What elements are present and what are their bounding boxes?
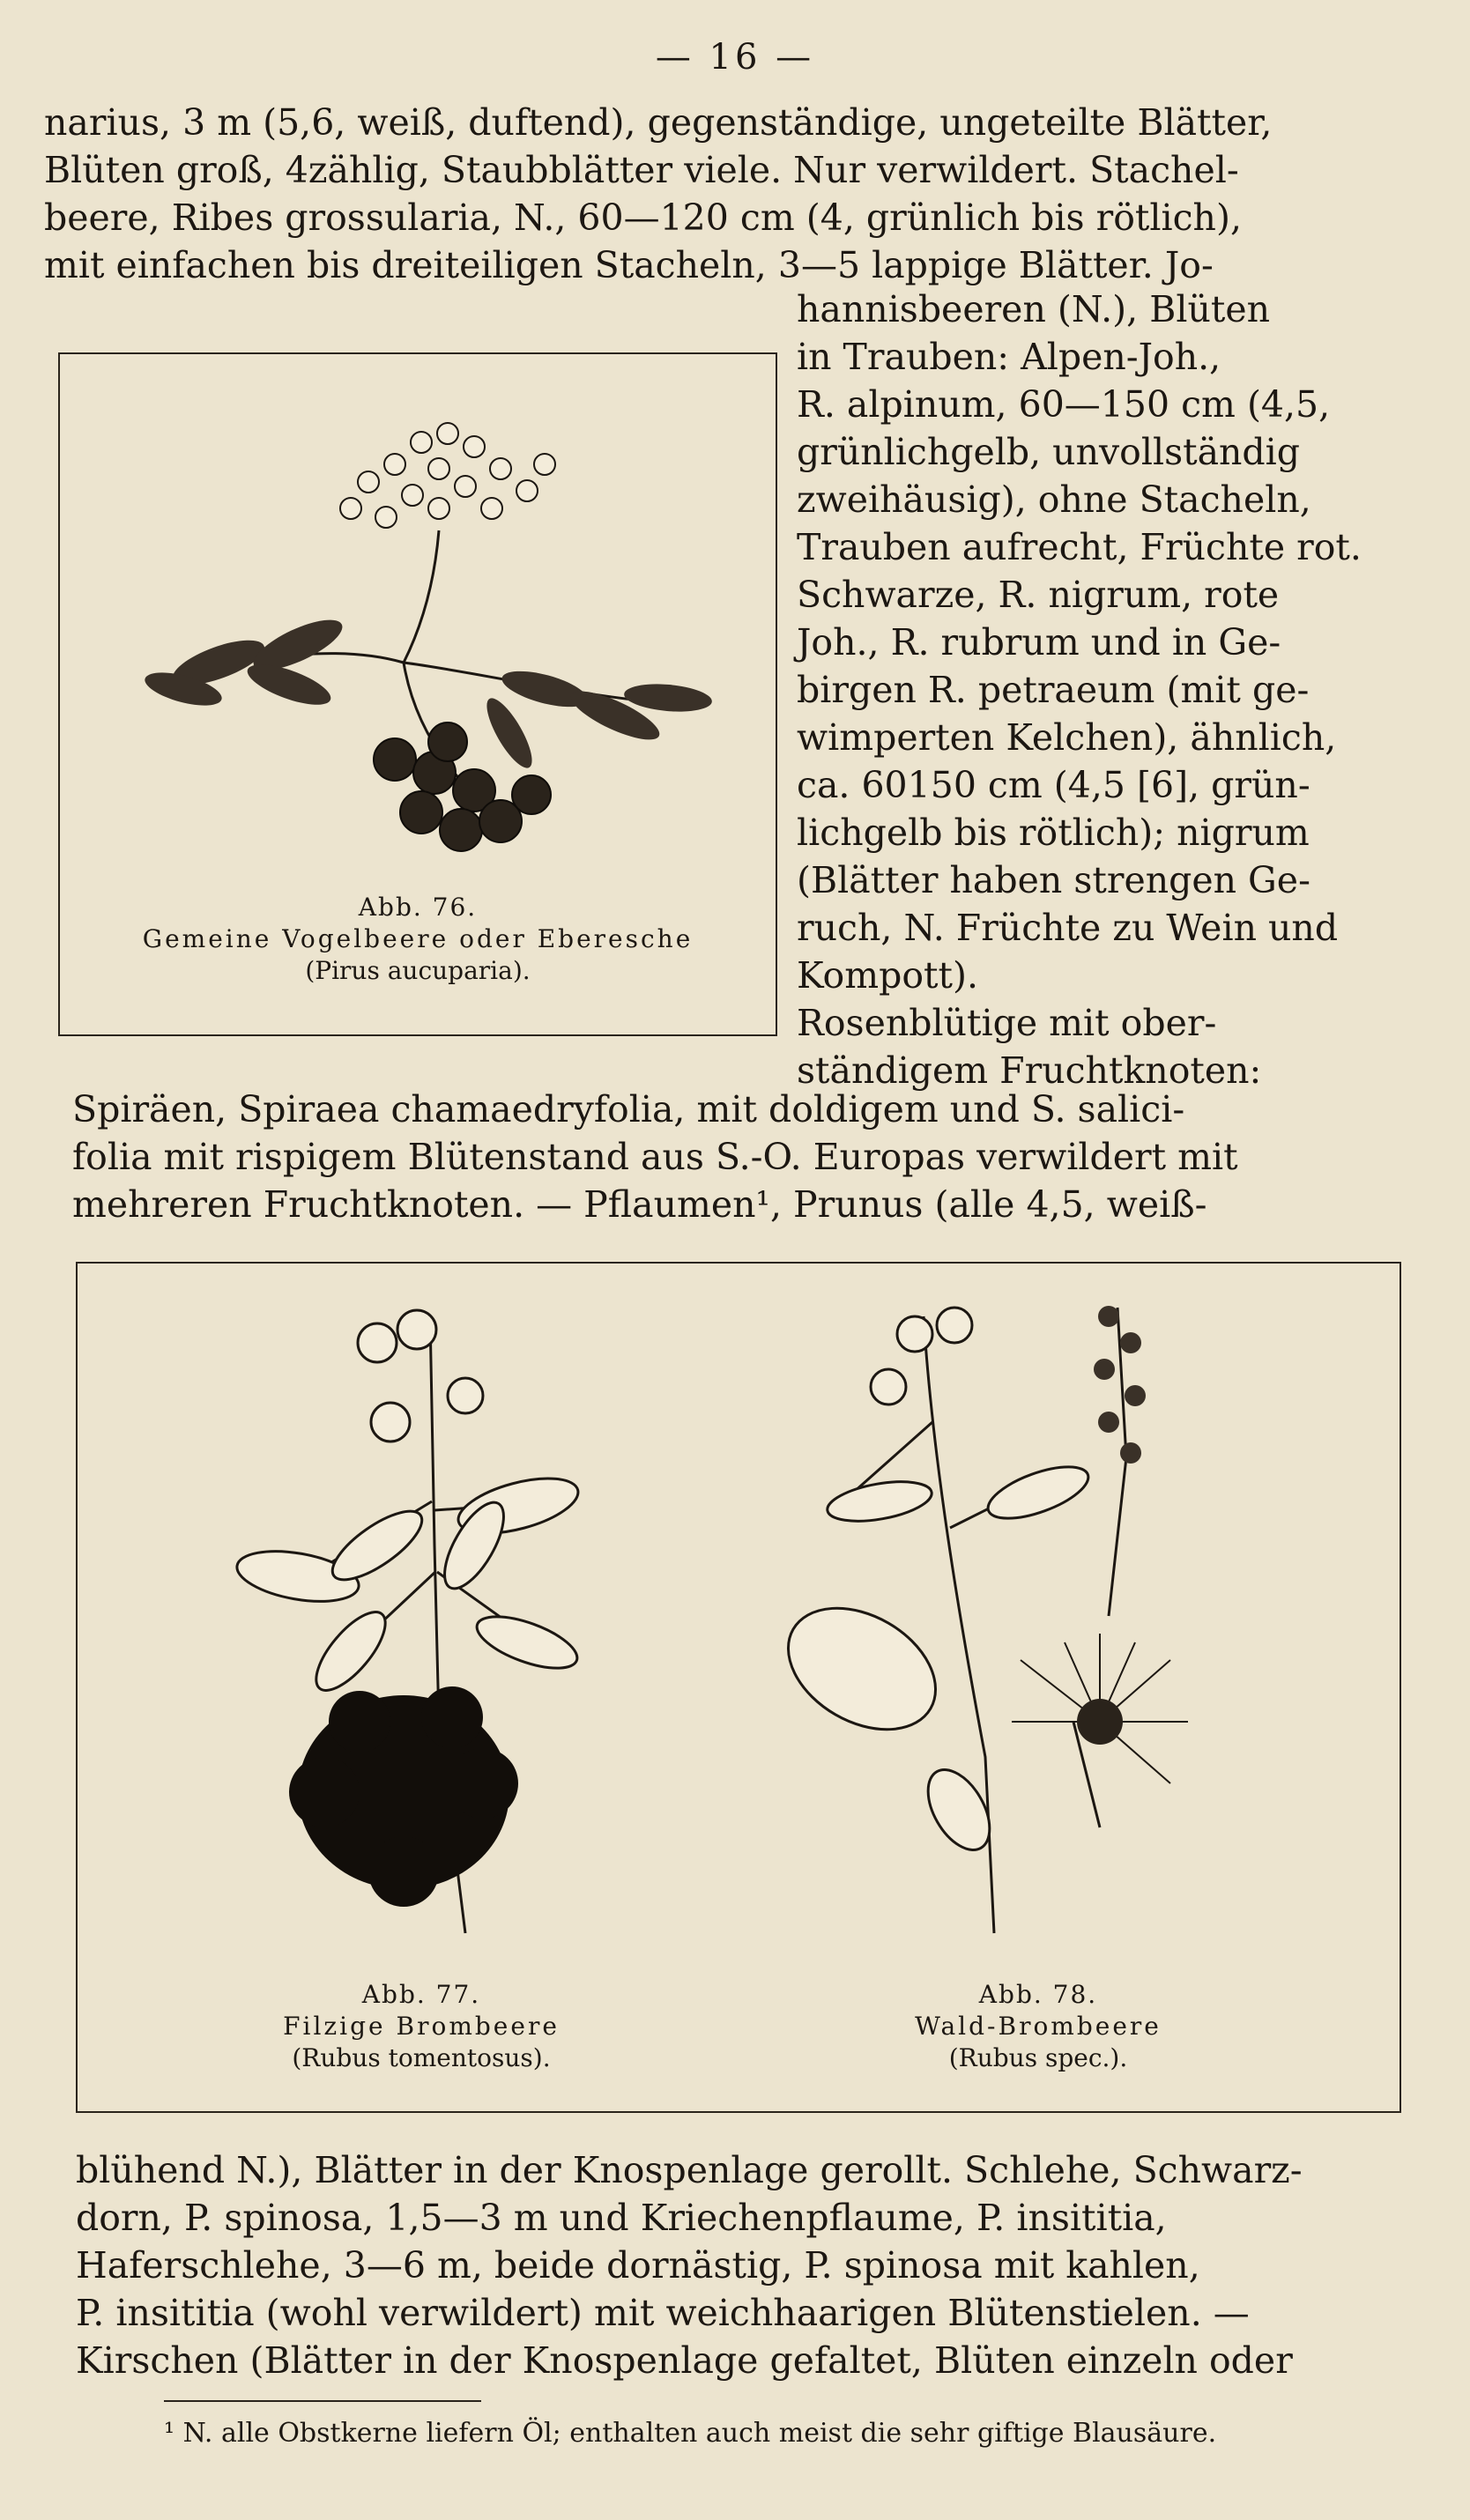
text-line: Kompott). [797,954,979,997]
figure-78-name: Wald-Brombeere [915,2012,1162,2041]
blackberry-illustration [201,1281,659,1951]
text-line: grünlichgelb, unvollständig [797,431,1301,473]
text-line: mit einfachen bis dreiteiligen Stacheln, 3—5 lappige Blätter. Jo- [44,244,1214,286]
text-line: narius, 3 m (5,6, weiß, duftend), gegenständige, ungeteilte Blätter, [44,101,1273,144]
text-line: Blüten groß, 4zählig, Staubblätter viele. Nur verwildert. Stachel- [44,149,1239,191]
text-line: mehreren Fruchtknoten. — Pflaumen¹, Prunus (alle 4,5, weiß- [72,1183,1207,1226]
text-line: wimperten Kelchen), ähnlich, [797,716,1337,759]
figure-76-frame [58,352,777,1036]
figure-76-caption [60,892,776,987]
figure-78-caption [809,1979,1267,2074]
text-line: (Blätter haben strengen Ge- [797,859,1310,901]
text-line: blühend N.), Blätter in der Knospenlage gerollt. Schlehe, Schwarz- [76,2149,1303,2191]
text-line: birgen R. petraeum (mit ge- [797,669,1310,711]
figure-78-latin: (Rubus spec.). [948,2043,1128,2072]
text-line: folia mit rispigem Blütenstand aus S.-O. Europas verwildert mit [72,1136,1238,1178]
text-line: beere, Ribes grossularia, N., 60—120 cm (4, grünlich bis rötlich), [44,196,1242,239]
text-line: ständigem Fruchtknoten: [797,1049,1262,1092]
bottom-paragraph [76,2146,1407,2384]
text-line: Haferschlehe, 3—6 m, beide dornästig, P. spinosa mit kahlen, [76,2244,1200,2287]
text-line: Kirschen (Blätter in der Knospenlage gefaltet, Blüten einzeln oder [76,2339,1293,2382]
figure-78-label: Abb. 78. [978,1980,1098,2009]
text-line: P. insititia (wohl verwildert) mit weichhaarigen Blütenstielen. — [76,2292,1250,2334]
text-line: zweihäusig), ohne Stacheln, [797,478,1311,521]
figure-76-name: Gemeine Vogelbeere oder Eberesche [142,924,694,953]
figure-77-latin: (Rubus tomentosus). [292,2043,551,2072]
wood-blackberry-illustration [783,1281,1347,1951]
figure-76-latin: (Pirus aucuparia). [305,956,531,985]
figure-76-label: Abb. 76. [358,893,478,922]
footnote: ¹ N. alle Obstkerne liefern Öl; enthalten auch meist die sehr giftige Blausäure. [164,2418,1217,2449]
figure-77-name: Filzige Brombeere [283,2012,560,2041]
text-line: lichgelb bis rötlich); nigrum [797,812,1310,854]
text-line: R. alpinum, 60—150 cm (4,5, [797,383,1331,426]
text-line: Spiräen, Spiraea chamaedryfolia, mit doldigem und S. salici- [72,1088,1185,1130]
text-line: in Trauben: Alpen-Joh., [797,336,1221,378]
text-line: Joh., R. rubrum und in Ge- [797,621,1281,663]
footnote-rule [164,2400,481,2402]
page-number: — 16 — [655,37,815,78]
side-paragraph [797,285,1378,1094]
figure-77-label: Abb. 77. [361,1980,481,2009]
mid-paragraph [72,1086,1394,1228]
text-line: hannisbeeren (N.), Blüten [797,288,1271,330]
figure-77-caption [192,1979,650,2074]
text-line: ca. 60150 cm (4,5 [6], grün- [797,764,1310,806]
text-line: Trauben aufrecht, Früchte rot. [797,526,1362,568]
top-paragraph [44,99,1419,289]
text-line: Schwarze, R. nigrum, rote [797,574,1280,616]
text-line: ruch, N. Früchte zu Wein und [797,907,1339,949]
figure-77-78-frame [76,1262,1401,2113]
rowan-illustration [86,381,756,874]
text-line: Rosenblütige mit ober- [797,1002,1217,1044]
text-line: dorn, P. spinosa, 1,5—3 m und Kriechenpflaume, P. insititia, [76,2197,1167,2239]
